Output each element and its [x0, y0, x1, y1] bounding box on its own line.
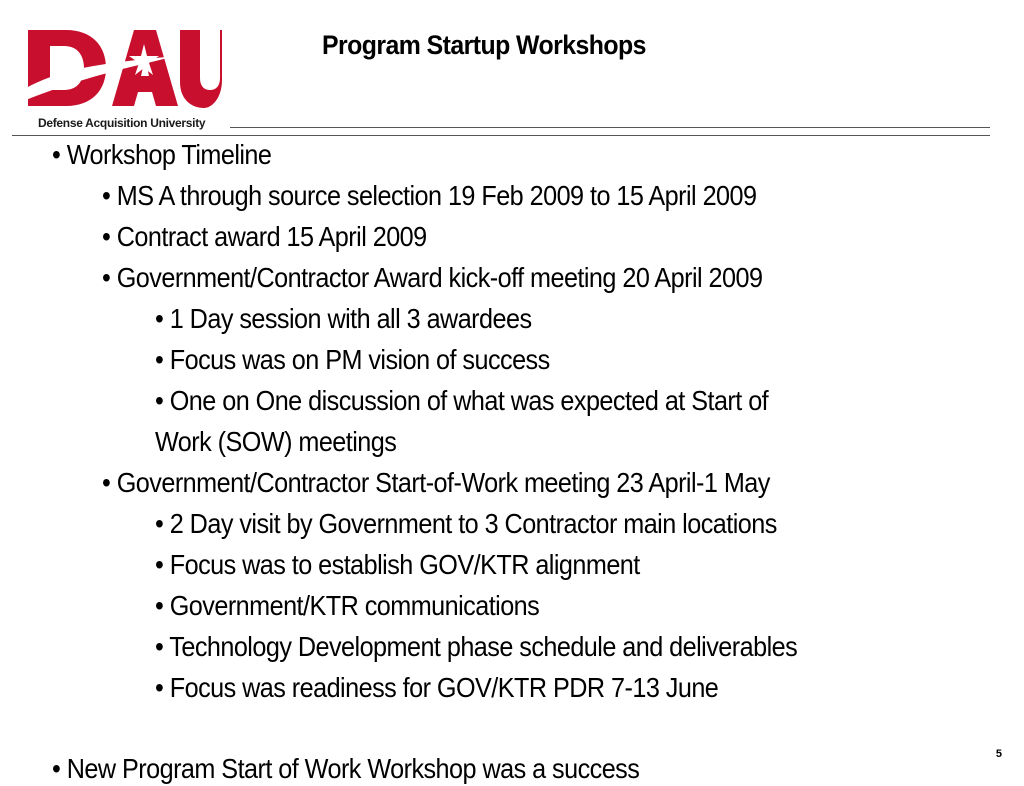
- divider-bottom: [12, 135, 990, 136]
- page-title: Program Startup Workshops: [322, 30, 646, 60]
- divider-top: [230, 127, 990, 128]
- bullet-level2: • Contract award 15 April 2009: [102, 221, 427, 252]
- bullet-level3: • Technology Development phase schedule and deliverables: [155, 631, 798, 662]
- bullet-level2: • Government/Contractor Award kick-off meeting 20 April 2009: [102, 262, 763, 293]
- dau-logo-icon: [26, 26, 222, 110]
- bullet-level3: • Focus was on PM vision of success: [155, 344, 550, 375]
- logo-caption: Defense Acquisition University: [38, 116, 206, 130]
- bullet-level3: • Focus was readiness for GOV/KTR PDR 7-13 June: [155, 672, 719, 703]
- bullet-level2: • Government/Contractor Start-of-Work meeting 23 April-1 May: [102, 467, 770, 498]
- bullet-level1: • New Program Start of Work Workshop was a success: [52, 753, 640, 784]
- bullet-level3: • 1 Day session with all 3 awardees: [155, 303, 532, 334]
- page-number: 5: [995, 748, 1002, 760]
- bullet-level2: • MS A through source selection 19 Feb 2009 to 15 April 2009: [102, 180, 757, 211]
- dau-logo: [26, 26, 222, 136]
- bullet-level3: • Government/KTR communications: [155, 590, 540, 621]
- bullet-level3: • 2 Day visit by Government to 3 Contractor main locations: [155, 508, 777, 539]
- bullet-level3: • Focus was to establish GOV/KTR alignment: [155, 549, 640, 580]
- bullet-level1: • Workshop Timeline: [52, 139, 272, 170]
- bullet-level3: • One on One discussion of what was expected at Start of: [155, 385, 769, 416]
- bullet-level3-continuation: Work (SOW) meetings: [155, 426, 397, 457]
